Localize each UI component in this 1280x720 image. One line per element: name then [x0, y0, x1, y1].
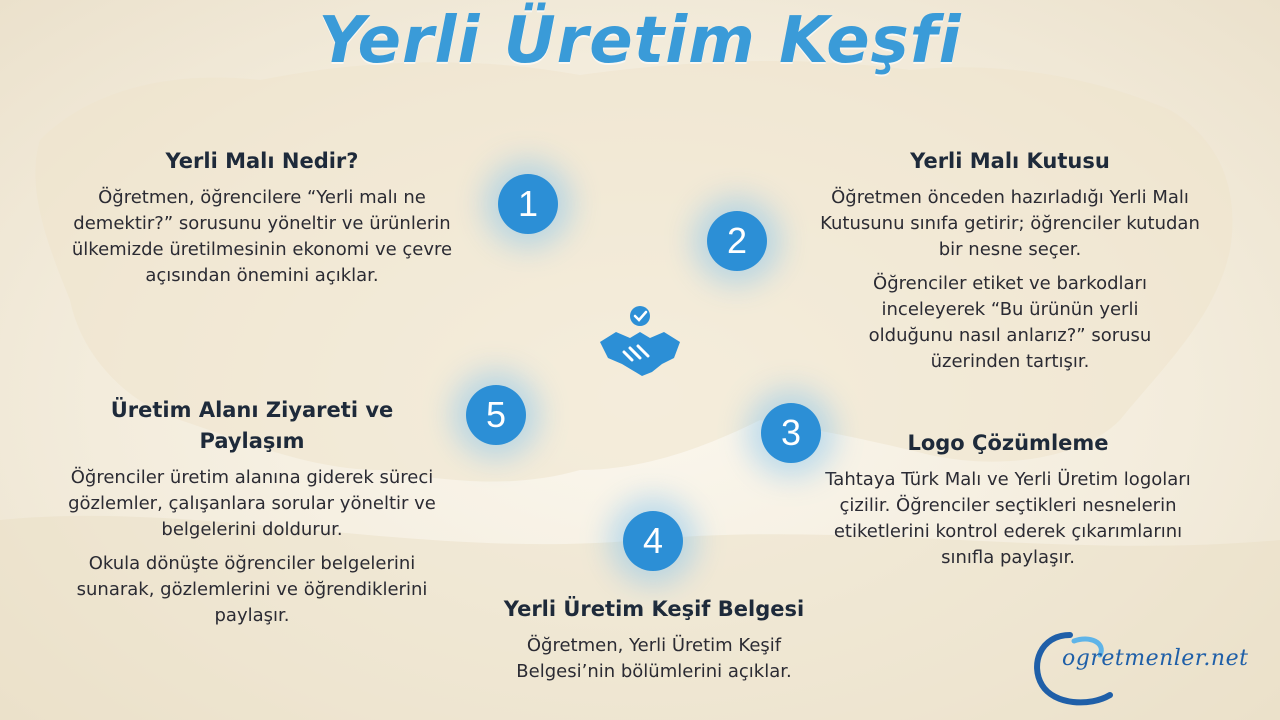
watermark-logo: ogretmenler.net — [1062, 646, 1249, 671]
section-kesif-belgesi — [466, 594, 842, 693]
section-text: Öğretmen, öğrencilere “Yerli malı ne demektir?” sorusunu yöneltir ve ürünlerin ülkemizde üretilmesinin ekonomi ve çevre açısından önemini açıklar. — [71, 187, 453, 286]
section-yerli-mali-kutusu — [808, 146, 1212, 383]
step-number-3: 3 — [761, 403, 821, 463]
step-number-1: 1 — [498, 174, 558, 234]
step-number-4: 4 — [623, 511, 683, 571]
section-heading: Üretim Alanı Ziyareti ve Paylaşım — [110, 398, 394, 453]
section-text: Öğretmen, Yerli Üretim Keşif Belgesi’nin bölümlerini açıklar. — [516, 635, 792, 682]
section-text: Öğrenciler üretim alanına giderek süreci gözlemler, çalışanlara sorular yöneltir ve belgelerini doldurur. — [68, 467, 436, 540]
section-text: Tahtaya Türk Malı ve Yerli Üretim logoları çizilir. Öğrenciler seçtikleri nesnelerin etiketlerini kontrol ederek çıkarımlarını sınıfla paylaşır. — [825, 469, 1191, 568]
section-heading: Yerli Malı Nedir? — [165, 149, 359, 173]
step-number-5: 5 — [466, 385, 526, 445]
section-heading: Yerli Üretim Keşif Belgesi — [503, 597, 805, 621]
step-number-2: 2 — [707, 211, 767, 271]
section-yerli-mali-nedir — [62, 146, 462, 297]
section-uretim-alani — [52, 395, 452, 637]
section-text: Öğretmen önceden hazırladığı Yerli Malı Kutusunu sınıfa getirir; öğrenciler kutudan bir nesne seçer. — [820, 187, 1200, 260]
page-title: Yerli Üretim Keşfi — [318, 4, 962, 78]
section-text: Okula dönüşte öğrenciler belgelerini sunarak, gözlemlerini ve öğrendiklerini paylaşır. — [76, 553, 428, 626]
section-heading: Yerli Malı Kutusu — [910, 149, 1110, 173]
handshake-icon — [596, 302, 684, 386]
check-icon — [630, 306, 650, 326]
section-text: Öğrenciler etiket ve barkodları inceleyerek “Bu ürünün yerli olduğunu nasıl anlarız?” sorusu üzerinden tartışır. — [868, 273, 1152, 372]
section-heading: Logo Çözümleme — [907, 431, 1109, 455]
section-logo-cozumleme — [818, 428, 1198, 579]
